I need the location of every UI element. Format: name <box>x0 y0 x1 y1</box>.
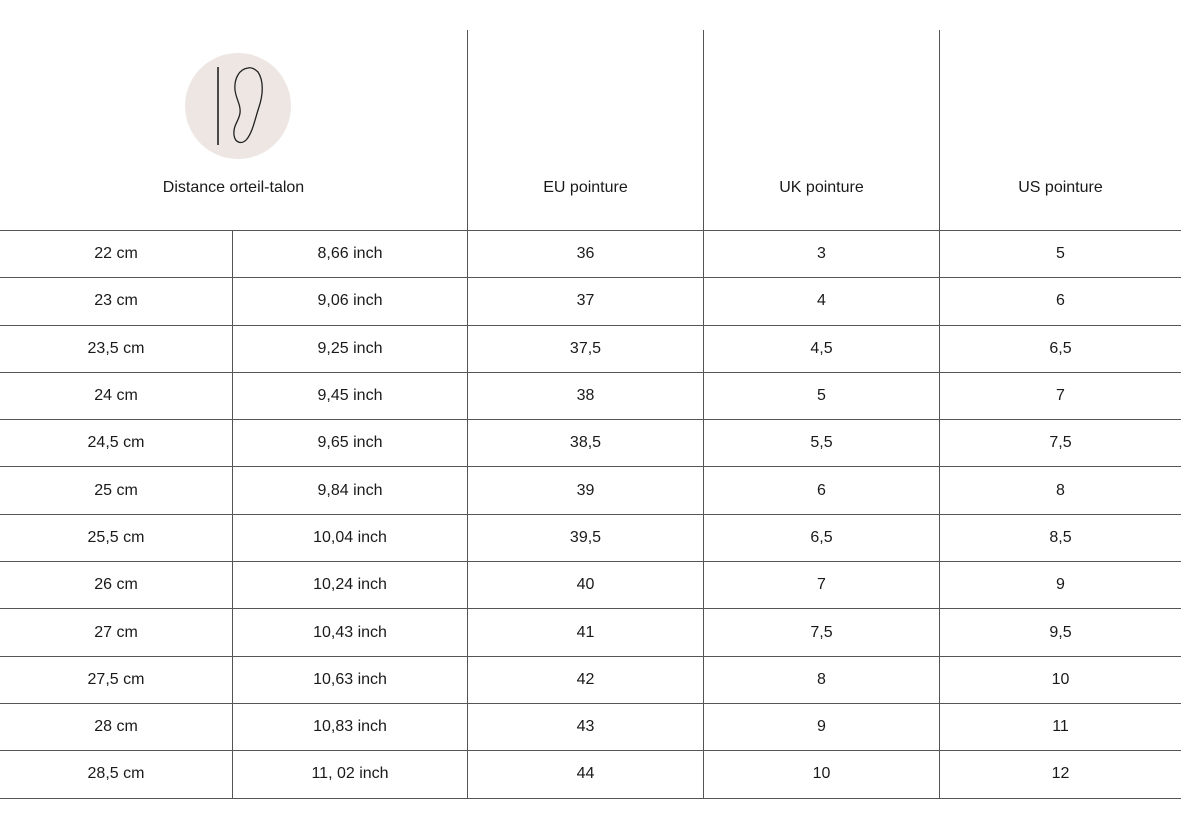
cell-inch: 10,24 inch <box>313 576 387 594</box>
table-body <box>0 231 1181 799</box>
cell-cm: 24,5 cm <box>87 434 145 452</box>
cell-uk: 7 <box>817 576 826 594</box>
cell-eu: 37,5 <box>569 339 602 357</box>
cell-cm: 27,5 cm <box>87 670 145 688</box>
cell-cm: 23 cm <box>94 292 138 310</box>
cell-cm: 23,5 cm <box>87 339 145 357</box>
cell-eu: 42 <box>576 670 595 688</box>
cell-us: 5 <box>1056 245 1065 263</box>
cell-us: 7 <box>1056 387 1065 405</box>
table-row <box>0 231 1181 278</box>
cell-uk: 7,5 <box>810 623 833 641</box>
cell-cm: 25 cm <box>94 481 138 499</box>
cell-eu: 43 <box>576 718 595 736</box>
size-chart-table <box>0 30 1181 799</box>
cell-us: 9,5 <box>1049 623 1072 641</box>
cell-uk: 8 <box>817 670 826 688</box>
header-length-label: Distance orteil-talon <box>162 179 305 196</box>
cell-us: 7,5 <box>1049 434 1072 452</box>
cell-eu: 38 <box>576 387 595 405</box>
cell-uk: 6 <box>817 481 826 499</box>
cell-inch: 10,63 inch <box>313 670 387 688</box>
cell-us: 8 <box>1056 481 1065 499</box>
cell-inch: 10,83 inch <box>313 718 387 736</box>
cell-eu: 38,5 <box>569 434 602 452</box>
header-eu <box>468 30 703 230</box>
cell-uk: 4,5 <box>810 339 833 357</box>
table-row <box>0 467 1181 514</box>
cell-inch: 9,06 inch <box>317 292 383 310</box>
table-row <box>0 562 1181 609</box>
header-uk-label: UK pointure <box>779 179 864 196</box>
cell-inch: 9,45 inch <box>317 387 383 405</box>
cell-inch: 10,43 inch <box>313 623 387 641</box>
cell-us: 11 <box>1052 718 1069 736</box>
cell-eu: 37 <box>576 292 595 310</box>
cell-uk: 5 <box>817 387 826 405</box>
cell-cm: 24 cm <box>94 387 138 405</box>
header-us <box>940 30 1181 230</box>
cell-eu: 44 <box>576 765 595 783</box>
table-header <box>0 30 1181 231</box>
header-eu-label: EU pointure <box>543 179 628 196</box>
header-uk <box>704 30 939 230</box>
header-us-label: US pointure <box>1018 179 1103 196</box>
cell-uk: 9 <box>817 718 826 736</box>
table-row <box>0 326 1181 373</box>
cell-eu: 39,5 <box>569 528 602 546</box>
cell-eu: 41 <box>576 623 595 641</box>
table-row <box>0 373 1181 420</box>
cell-inch: 9,25 inch <box>317 339 383 357</box>
table-row <box>0 704 1181 751</box>
cell-cm: 28 cm <box>94 718 138 736</box>
cell-us: 12 <box>1051 765 1070 783</box>
table-row <box>0 420 1181 467</box>
foot-length-icon <box>185 53 291 159</box>
table-row <box>0 609 1181 656</box>
cell-uk: 10 <box>812 765 831 783</box>
cell-us: 6 <box>1056 292 1065 310</box>
cell-cm: 25,5 cm <box>87 528 145 546</box>
cell-uk: 4 <box>817 292 826 310</box>
cell-cm: 28,5 cm <box>87 765 145 783</box>
cell-eu: 36 <box>576 245 595 263</box>
cell-uk: 5,5 <box>810 434 833 452</box>
cell-us: 9 <box>1056 576 1065 594</box>
cell-cm: 22 cm <box>94 245 138 263</box>
cell-inch: 11, 02 inch <box>311 765 389 783</box>
table-row <box>0 657 1181 704</box>
cell-us: 10 <box>1051 670 1070 688</box>
cell-inch: 10,04 inch <box>313 528 387 546</box>
cell-cm: 27 cm <box>94 623 138 641</box>
cell-uk: 6,5 <box>810 528 833 546</box>
table-row <box>0 515 1181 562</box>
cell-inch: 9,65 inch <box>317 434 383 452</box>
header-length <box>0 30 467 230</box>
table-row <box>0 278 1181 325</box>
cell-eu: 40 <box>576 576 595 594</box>
cell-inch: 8,66 inch <box>317 245 383 263</box>
cell-inch: 9,84 inch <box>317 481 383 499</box>
table-row <box>0 751 1181 798</box>
cell-cm: 26 cm <box>94 576 138 594</box>
cell-uk: 3 <box>817 245 826 263</box>
cell-us: 6,5 <box>1049 339 1072 357</box>
cell-eu: 39 <box>576 481 595 499</box>
cell-us: 8,5 <box>1049 528 1072 546</box>
